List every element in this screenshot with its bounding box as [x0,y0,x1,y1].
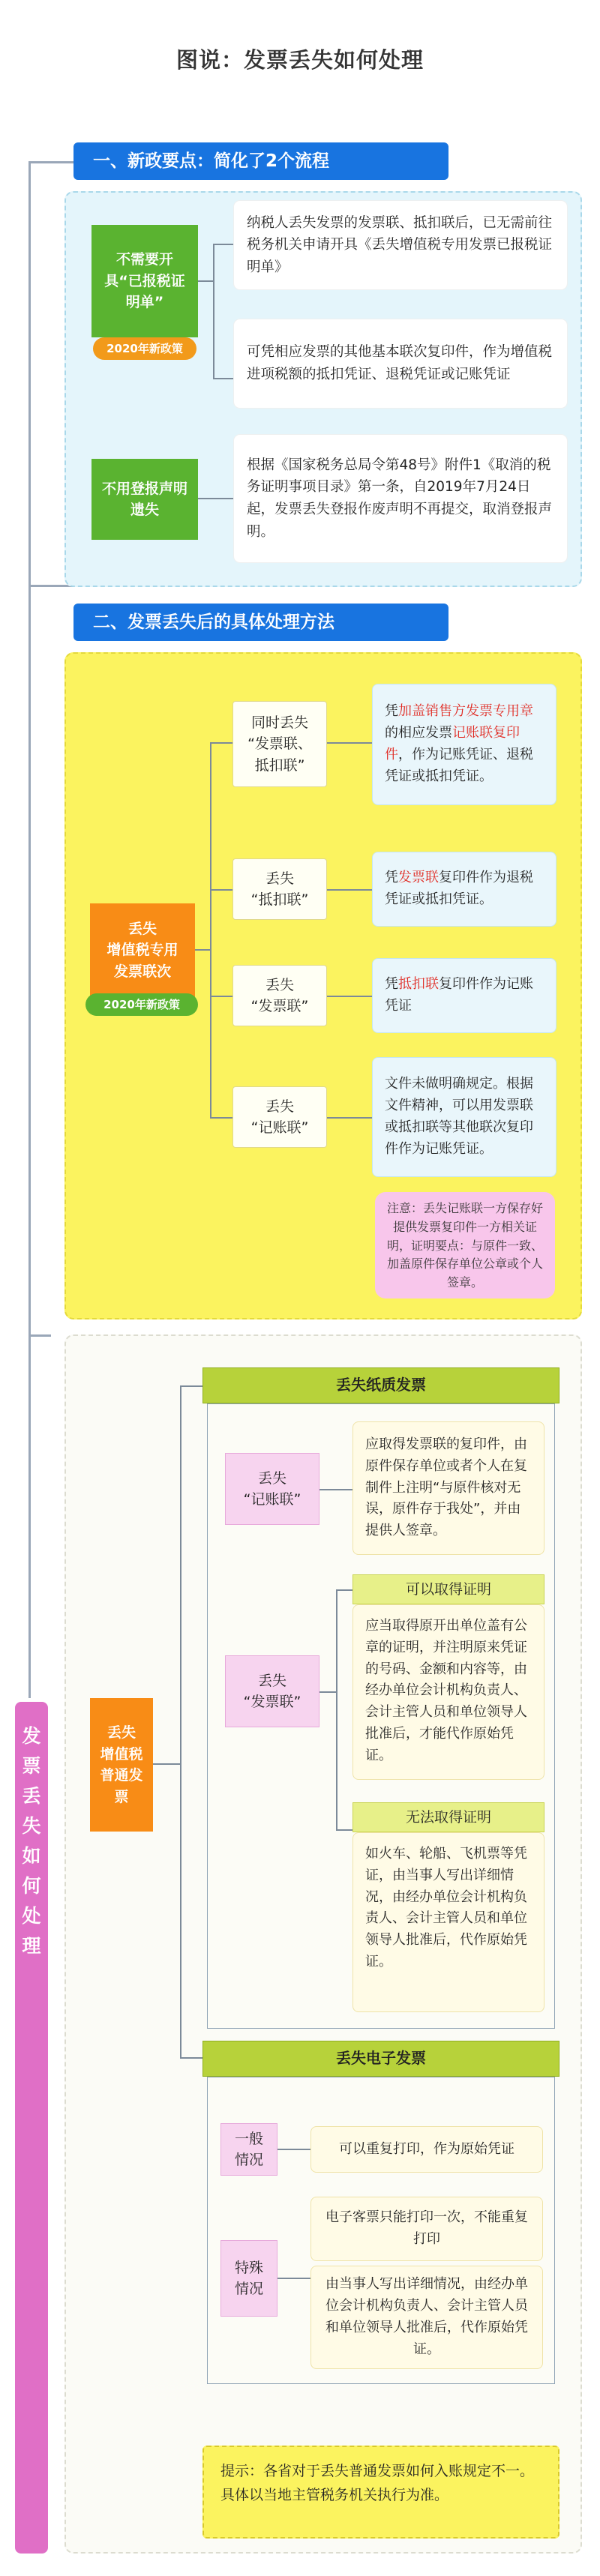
cannot-get-proof-card [352,1832,544,2012]
left-axis-line [28,161,31,1698]
label-line: 增值税专用 [106,942,178,959]
connector-line [210,742,232,744]
cannot-get-proof-header: 无法取得证明 [352,1802,544,1832]
label-line: “记账联” [250,1119,309,1136]
no-newspaper-card [234,435,567,562]
connector-line [327,889,372,891]
connector-line [180,2057,202,2059]
case-label-deduction-lost [232,858,327,920]
section2-heading: 二、发票丢失后的具体处理方法 [74,604,448,641]
connector-line [210,996,232,997]
card-text: 可凭相应发票的其他基本联次复印件，作为增值税进项税额的抵扣凭证、退税凭证或记账凭证 [247,344,553,382]
card-text: 如火车、轮船、飞机票等凭证，由当事人写出详细情况，由经办单位会计机构负责人、会计主管人员和单位领导人批准后，代作原始凭证。 [365,1846,527,1969]
label-line: 遗失 [130,502,159,518]
label-line: 具“已报税证 [104,272,185,289]
connector-line [336,1829,352,1831]
can-get-proof-header: 可以取得证明 [352,1574,544,1604]
card-text: 根据《国家税务总局令第48号》附件1《取消的税务证明事项目录》第一条，自2019年7月24日起，发票丢失登报作废声明不再提交，取消登报声明。 [247,457,553,540]
label-line: 情况 [234,2152,263,2168]
label-line: 丢失 [128,920,157,937]
connector-line [320,1691,336,1693]
label-line: “记账联” [243,1491,302,1508]
connector-line [210,1117,232,1119]
case-text: 的相应发票 [385,725,452,741]
connector-line [327,1117,372,1119]
connector-line [213,244,234,245]
case-card-invoice-lost [372,958,556,1033]
case-text-highlight: 记账联复印件 [385,725,520,762]
connector-line [198,498,234,499]
case-label-both-lost [232,701,327,787]
sidebar-char: 理 [22,1935,41,1957]
bookkeeping-note: 注意：丢失记账联一方保存好提供发票复印件一方相关证明，证明要点：与原件一致、加盖原件保存单位公章或个人签章。 [375,1192,555,1298]
connector-line [336,1589,352,1591]
connector-line [336,1589,338,1831]
label-line: 丢失 [106,1724,136,1741]
card-text: 应取得发票联的复印件，由原件保存单位或者个人在复制件上注明“与原件核对无误，原件存于我处”，并由提供人签章。 [365,1436,527,1539]
connector-line [198,280,213,282]
connector-line [213,244,214,379]
axis-tick [28,1334,51,1337]
vat-special-label [90,903,195,997]
sidebar-char: 发 [22,1725,41,1747]
no-certificate-card-1 [234,201,567,289]
label-line: 一般 [234,2130,263,2147]
label-line: “发票联” [250,998,309,1014]
no-newspaper-label [92,459,198,540]
connector-line [327,996,372,997]
electronic-special-card-1 [310,2197,543,2261]
sidebar-char: 处 [22,1905,41,1927]
label-line: 不用登报声明 [101,480,188,497]
label-line: 普通发 [100,1767,143,1784]
electronic-invoice-header: 丢失电子发票 [202,2041,560,2077]
case-text: 复印件作为退税凭证或抵扣凭证。 [385,870,533,907]
connector-line [213,378,234,379]
label-line: “发票联” [243,1694,302,1710]
case-text: 复印件作为记账凭证 [385,976,533,1014]
label-line: 丢失 [265,870,294,887]
vat-general-label [90,1698,153,1832]
label-line: 抵扣联” [254,756,305,774]
label-line: “发票联、 [248,735,312,753]
no-certificate-card-2 [234,319,567,408]
paper-lose-bookkeeping-label [225,1453,320,1525]
sidebar-char: 失 [22,1815,41,1837]
connector-line [210,742,212,1117]
card-text: 可以重复打印，作为原始凭证 [339,2140,514,2157]
sidebar-char: 如 [22,1845,41,1867]
sidebar-char: 丢 [22,1785,41,1807]
case-text-highlight: 抵扣联 [398,976,439,993]
tip-text: 提示：各省对于丢失普通发票如何入账规定不一。具体以当地主管税务机关执行为准。 [220,2463,535,2504]
case-text-highlight: 加盖销售方发票专用章 [398,703,533,720]
label-line: 增值税 [100,1745,143,1763]
connector-line [180,1385,182,2057]
card-text: 应当取得原开出单位盖有公章的证明，并注明原来凭证的号码、金额和内容等，由经办单位会计机构负责人、会计主管人员和单位领导人批准后，才能代作原始凭证。 [365,1618,527,1763]
connector-line [278,2278,310,2279]
case-card-bookkeeping-lost [372,1057,556,1177]
label-line: 丢失 [257,1469,286,1487]
label-line: 明单” [125,294,164,311]
case-text-highlight: 发票联 [398,870,439,886]
paper-invoice-header: 丢失纸质发票 [202,1367,560,1403]
label-line: 特殊 [234,2259,263,2276]
label-line: 丢失 [265,976,294,993]
case-card-deduction-lost [372,852,556,927]
sidebar-char: 何 [22,1875,41,1897]
card-text: 电子客票只能打印一次，不能重复打印 [326,2209,528,2247]
label-line: 同时丢失 [250,714,308,731]
case-text: ，作为记账凭证、退税凭证或抵扣凭证。 [385,747,533,784]
connector-line [327,742,372,744]
connector-line [320,1489,352,1490]
electronic-special-label [220,2240,278,2317]
connector-line [180,1385,202,1387]
case-text: 凭 [385,870,398,886]
tip-box [202,2446,560,2539]
card-text: 纳税人丢失发票的发票联、抵扣联后，已无需前往税务机关申请开具《丢失增值税专用发票已报税证明单》 [247,214,553,275]
case-text: 凭 [385,703,398,720]
sidebar-label [15,1702,48,2554]
connector-line [210,889,232,891]
label-line: 发票联次 [113,963,171,980]
new-policy-tag: 2020年新政策 [86,993,198,1016]
label-line: 情况 [234,2281,263,2297]
label-line: “抵扣联” [250,891,309,908]
label-line: 不需要开 [116,251,173,268]
paper-lose-bookkeeping-card [352,1421,544,1555]
label-line: 丢失 [265,1098,294,1115]
no-certificate-label [92,225,198,337]
case-label-invoice-lost [232,965,327,1026]
case-label-bookkeeping-lost [232,1086,327,1148]
case-text: 文件未做明确规定。根据文件精神，可以用发票联或抵扣联等其他联次复印件作为记账凭证。 [385,1076,533,1157]
card-text: 由当事人写出详细情况，由经办单位会计机构负责人、会计主管人员和单位领导人批准后，代作原始凭证。 [326,2276,528,2357]
case-card-both-lost [372,684,556,805]
can-get-proof-card [352,1604,544,1780]
paper-lose-invoice-label [225,1655,320,1727]
connector-line [153,1763,180,1765]
new-policy-tag: 2020年新政策 [93,337,196,360]
page-title: 图说：发票丢失如何处理 [176,47,424,73]
case-text: 凭 [385,976,398,993]
axis-tick [28,585,74,587]
axis-tick [28,161,74,163]
connector-line [278,2149,310,2150]
electronic-general-card [310,2126,543,2173]
section1-heading: 一、新政要点：简化了2个流程 [74,142,448,180]
label-line: 丢失 [257,1672,286,1689]
label-line: 票 [114,1788,129,1805]
connector-line [195,949,210,951]
electronic-special-card-2 [310,2266,543,2369]
sidebar-char: 票 [22,1755,41,1777]
electronic-general-label [220,2123,278,2176]
